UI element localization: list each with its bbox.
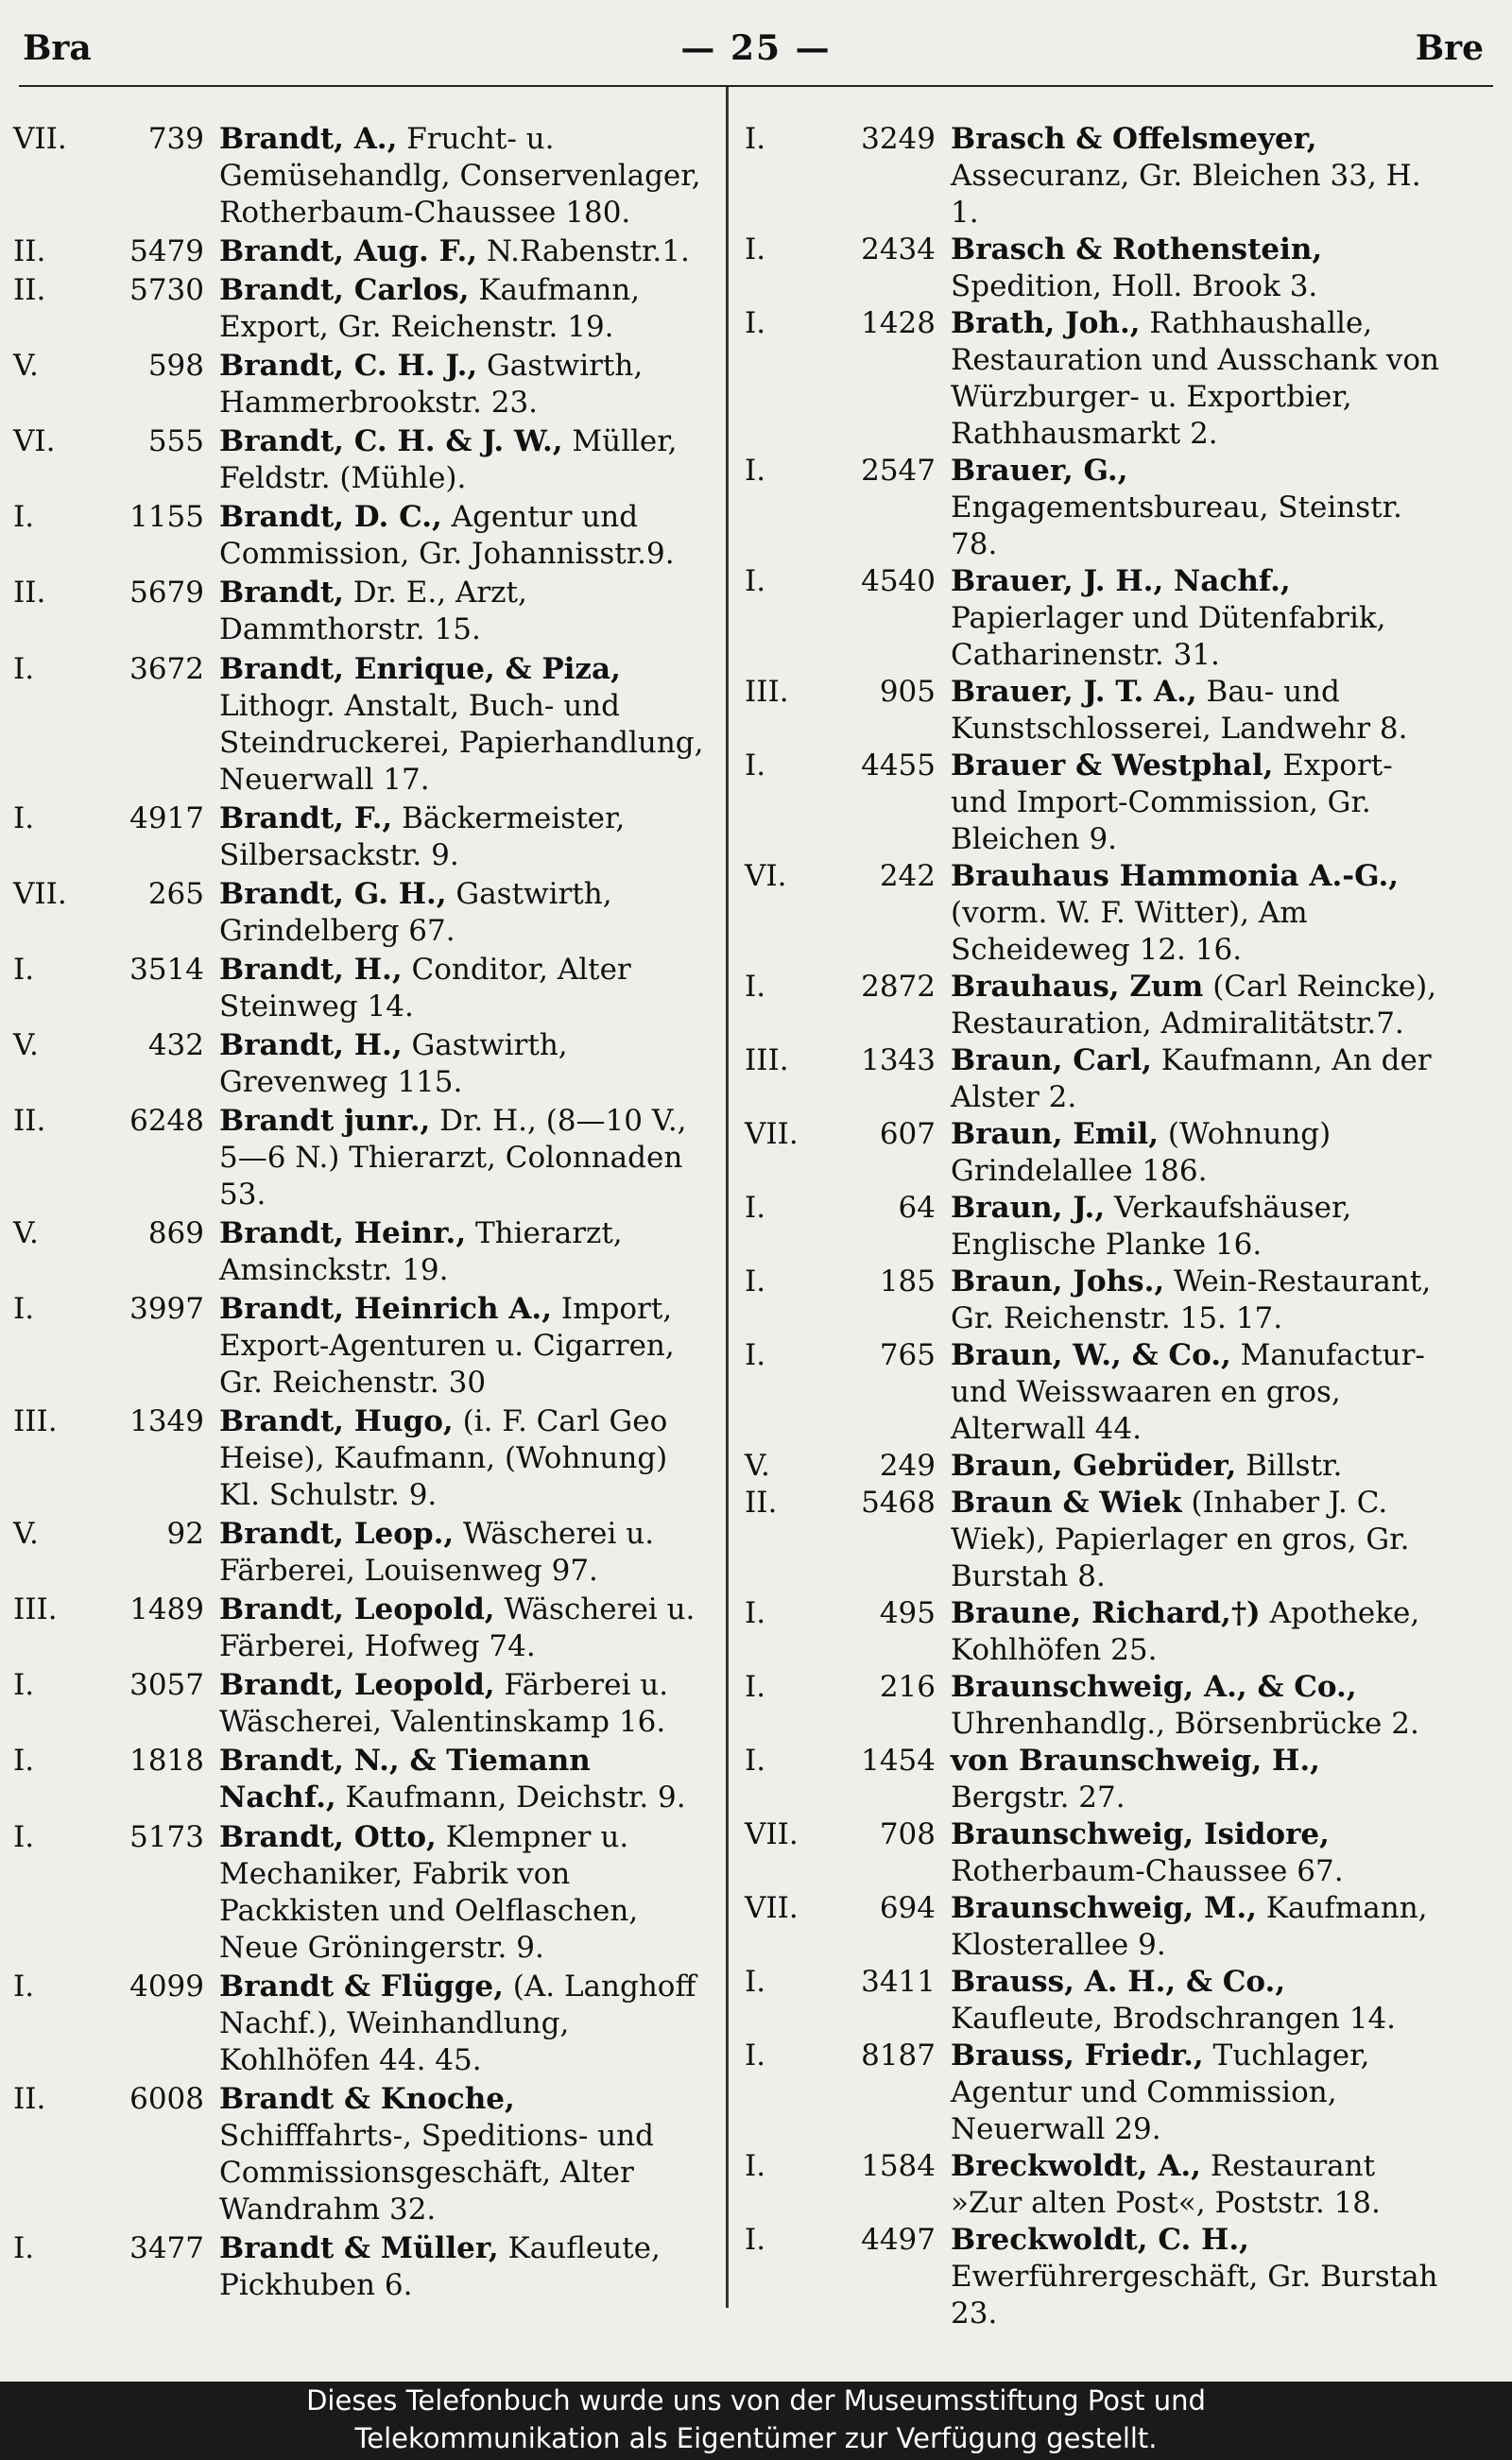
entry-district: I. [13, 1744, 35, 1779]
directory-entry [13, 1215, 713, 1289]
entry-details: Lithogr. Anstalt, Buch- und Steindruckerei, Papierhandlung, Neuerwall 17. [219, 688, 704, 797]
directory-entry [745, 305, 1444, 453]
entry-details: Klempner u. Mechaniker, Fabrik von Packkisten und Oelflaschen, Neue Gröningerstr. 9. [219, 1819, 639, 1965]
entry-name: Brandt, G. H., [219, 876, 447, 911]
entry-details: Export- und Import-Commission, Gr. Bleichen 9. [951, 748, 1393, 856]
entry-phone-number: 242 [879, 859, 936, 893]
directory-entry [745, 121, 1444, 232]
entry-phone-number: 92 [166, 1517, 204, 1552]
entry-phone-number: 8187 [861, 2039, 936, 2073]
entry-name: von Braunschweig, H., [951, 1744, 1320, 1778]
entry-district: I. [745, 2223, 766, 2257]
entry-phone-number: 739 [147, 122, 204, 156]
entry-phone-number: 4455 [861, 748, 936, 783]
entry-district: II. [13, 234, 46, 269]
directory-entry [13, 1403, 713, 1514]
entry-details: Wäscherei u. Färberei, Louisenweg 97. [219, 1517, 655, 1589]
entry-details: Billstr. [1236, 1449, 1343, 1483]
entry-details: Restaurant »Zur alten Post«, Poststr. 18. [951, 2149, 1381, 2220]
directory-entry [745, 1190, 1444, 1264]
entry-district: I. [745, 122, 766, 156]
directory-entry [745, 2148, 1444, 2222]
entry-phone-number: 1155 [129, 500, 204, 535]
entry-district: I. [745, 232, 766, 267]
entry-district: V. [745, 1449, 770, 1483]
header-left-keyword: Bra [23, 28, 92, 68]
directory-entry [745, 1337, 1444, 1448]
entry-district: III. [745, 675, 789, 709]
entry-phone-number: 495 [879, 1596, 936, 1630]
entry-details: Kaufmann, Export, Gr. Reichenstr. 19. [219, 273, 641, 345]
entry-name: Brandt, C. H. J., [219, 349, 478, 384]
entry-phone-number: 555 [147, 424, 204, 459]
entry-district: VII. [745, 1817, 799, 1851]
entry-name: Brauss, Friedr., [951, 2039, 1204, 2073]
directory-entry [13, 1291, 713, 1402]
directory-entry [13, 1667, 713, 1741]
entry-district: I. [13, 800, 35, 835]
entry-name: Brandt, [219, 576, 344, 611]
entry-district: I. [745, 1670, 766, 1704]
directory-entry [13, 651, 713, 799]
entry-phone-number: 1343 [861, 1043, 936, 1077]
entry-phone-number: 4540 [861, 564, 936, 598]
entry-phone-number: 5173 [129, 1819, 204, 1854]
directory-entry [13, 1969, 713, 2079]
entry-details: Thierarzt, Amsinckstr. 19. [219, 1216, 623, 1288]
directory-entry [745, 1669, 1444, 1743]
entry-name: Braun, Gebrüder, [951, 1449, 1237, 1483]
entry-district: VI. [745, 859, 787, 893]
entry-name: Brandt & Müller, [219, 2230, 499, 2265]
entry-details: Verkaufshäuser, Englische Planke 16. [951, 1191, 1352, 1262]
entry-details: (vorm. W. F. Witter), Am Scheideweg 12. 16. [951, 896, 1308, 967]
entry-name: Brauer & Westphal, [951, 748, 1274, 783]
entry-name: Brandt, Heinrich A., [219, 1292, 553, 1327]
entry-phone-number: 216 [879, 1670, 936, 1704]
entry-district: VII. [13, 876, 67, 911]
entry-phone-number: 185 [879, 1264, 936, 1299]
entry-district: V. [13, 1216, 39, 1251]
entry-district: I. [745, 306, 766, 340]
entry-name: Breckwoldt, C. H., [951, 2223, 1249, 2257]
directory-entry [13, 1591, 713, 1665]
entry-details: Schifffahrts-, Speditions- und Commissionsgeschäft, Alter Wandrahm 32. [219, 2118, 654, 2227]
entry-phone-number: 607 [879, 1117, 936, 1151]
entry-name: Brandt, A., [219, 122, 398, 156]
entry-district: I. [745, 1264, 766, 1299]
entry-name: Brath, Joh., [951, 306, 1141, 340]
entry-phone-number: 598 [147, 349, 204, 384]
entry-details: (Inhaber J. C. Wiek), Papierlager en gros, Gr. Burstah 8. [951, 1486, 1410, 1593]
entry-district: I. [745, 748, 766, 783]
entry-phone-number: 64 [898, 1191, 936, 1225]
page-header [0, 28, 1512, 76]
entry-district: III. [13, 1404, 58, 1439]
directory-entry [745, 453, 1444, 563]
entry-phone-number: 3514 [129, 952, 204, 987]
entry-name: Brandt & Knoche, [219, 2081, 515, 2116]
directory-entry [13, 800, 713, 874]
directory-entry [13, 272, 713, 346]
directory-entry [745, 2038, 1444, 2148]
entry-district: II. [13, 273, 46, 308]
entry-district: I. [13, 952, 35, 987]
entry-name: Brasch & Rothenstein, [951, 232, 1323, 267]
entry-name: Brandt, Leopold, [219, 1592, 495, 1627]
entry-name: Braun, Johs., [951, 1264, 1165, 1299]
entry-details: Kaufmann, An der Alster 2. [951, 1043, 1432, 1114]
entry-details: Bau- und Kunstschlosserei, Landwehr 8. [951, 675, 1408, 746]
entry-phone-number: 6008 [129, 2081, 204, 2116]
entry-name: Brandt, H., [219, 952, 403, 987]
entry-name: Brandt, F., [219, 800, 393, 835]
entry-details: Wäscherei u. Färberei, Hofweg 74. [219, 1592, 696, 1664]
directory-entry [13, 423, 713, 497]
footer-line-1: Dieses Telefonbuch wurde uns von der Museumsstiftung Post und [306, 2384, 1206, 2417]
entry-phone-number: 4099 [129, 1969, 204, 2004]
entry-name: Brandt, Enrique, & Piza, [219, 651, 621, 686]
entry-details: (A. Langhoff Nachf.), Weinhandlung, Kohlhöfen 44. 45. [219, 1969, 696, 2077]
entry-district: I. [13, 1969, 35, 2004]
entry-district: I. [13, 1668, 35, 1703]
entry-name: Brandt junr., [219, 1103, 431, 1138]
entry-district: III. [745, 1043, 789, 1077]
directory-entry [13, 952, 713, 1025]
directory-entry [13, 1743, 713, 1816]
entry-details: Spedition, Holl. Brook 3. [951, 269, 1318, 303]
entry-details: (i. F. Carl Geo Heise), Kaufmann, (Wohnung) Kl. Schulstr. 9. [219, 1404, 668, 1513]
entry-name: Brandt, D. C., [219, 500, 442, 535]
entry-district: I. [745, 1191, 766, 1225]
directory-entry [13, 121, 713, 232]
entry-details: Rotherbaum-Chaussee 67. [951, 1854, 1344, 1888]
entry-phone-number: 2434 [861, 232, 936, 267]
entry-phone-number: 5468 [861, 1486, 936, 1520]
entry-name: Braun, W., & Co., [951, 1338, 1231, 1372]
entry-name: Brandt, Hugo, [219, 1404, 454, 1439]
directory-entry [745, 858, 1444, 969]
entry-name: Brauer, G., [951, 454, 1128, 488]
entry-phone-number: 3672 [129, 651, 204, 686]
directory-entry [745, 1595, 1444, 1669]
directory-entry [745, 2222, 1444, 2332]
entry-name: Brandt, Leop., [219, 1517, 455, 1552]
entry-phone-number: 3057 [129, 1668, 204, 1703]
directory-entry [745, 1816, 1444, 1890]
entry-details: Kaufmann, Klosterallee 9. [951, 1891, 1428, 1962]
entry-district: I. [745, 454, 766, 488]
entry-details: Agentur und Commission, Gr. Johannisstr.9. [219, 500, 675, 572]
entry-details: Uhrenhandlg., Börsenbrücke 2. [951, 1707, 1419, 1741]
entry-details: Manufactur- und Weisswaaren en gros, Alterwall 44. [951, 1338, 1425, 1446]
right-column [745, 121, 1444, 2332]
entry-phone-number: 432 [147, 1027, 204, 1062]
entry-name: Breckwoldt, A., [951, 2149, 1201, 2183]
entry-details: Färberei u. Wäscherei, Valentinskamp 16. [219, 1668, 669, 1740]
entry-district: I. [745, 1596, 766, 1630]
entry-details: Bäckermeister, Silbersackstr. 9. [219, 800, 626, 872]
entry-name: Braunschweig, A., & Co., [951, 1670, 1357, 1704]
entry-details: Müller, Feldstr. (Mühle). [219, 424, 678, 496]
entry-name: Brauer, J. T. A., [951, 675, 1197, 709]
entry-name: Braun, J., [951, 1191, 1106, 1225]
entry-name: Brandt & Flügge, [219, 1969, 504, 2004]
entry-phone-number: 1584 [861, 2149, 936, 2183]
entry-phone-number: 1349 [129, 1404, 204, 1439]
entry-name: Brandt, Otto, [219, 1819, 437, 1854]
entry-district: I. [745, 2149, 766, 2183]
page-number: — 25 — [680, 28, 832, 68]
directory-entry [745, 1448, 1444, 1485]
entry-details: Dr. E., Arzt, Dammthorstr. 15. [219, 576, 527, 647]
directory-entry [13, 1103, 713, 1213]
directory-entry [13, 233, 713, 270]
entry-district: V. [13, 1027, 39, 1062]
entry-details: Engagementsbureau, Steinstr. 78. [951, 490, 1402, 561]
entry-phone-number: 1454 [861, 1744, 936, 1778]
entry-name: Braune, Richard,†) [951, 1596, 1261, 1630]
entry-details: (Carl Reincke), Restauration, Admiralitätstr.7. [951, 970, 1437, 1041]
entry-details: Conditor, Alter Steinweg 14. [219, 952, 631, 1024]
entry-district: V. [13, 1517, 39, 1552]
directory-entry [745, 1264, 1444, 1337]
entry-phone-number: 1818 [129, 1744, 204, 1779]
entry-details: Tuchlager, Agentur und Commission, Neuerwall 29. [951, 2039, 1370, 2146]
entry-name: Brauhaus, Zum [951, 970, 1204, 1004]
entry-details: Bergstr. 27. [951, 1780, 1125, 1815]
entry-district: I. [745, 564, 766, 598]
entry-phone-number: 905 [879, 675, 936, 709]
directory-entry [13, 876, 713, 950]
entry-details: Import, Export-Agenturen u. Cigarren, Gr. Reichenstr. 30 [219, 1292, 675, 1401]
entry-details: N.Rabenstr.1. [477, 234, 690, 269]
entry-district: VII. [745, 1891, 799, 1925]
directory-entry [13, 1819, 713, 1967]
entry-details: Wein-Restaurant, Gr. Reichenstr. 15. 17. [951, 1264, 1432, 1335]
entry-phone-number: 708 [879, 1817, 936, 1851]
entry-details: Assecuranz, Gr. Bleichen 33, H. 1. [951, 159, 1421, 230]
entry-details: Gastwirth, Grindelberg 67. [219, 876, 612, 948]
entry-name: Brandt, C. H. & J. W., [219, 424, 563, 459]
entry-phone-number: 5730 [129, 273, 204, 308]
column-divider [726, 87, 729, 2308]
entry-name: Braun & Wiek [951, 1486, 1182, 1520]
entry-name: Brauss, A. H., & Co., [951, 1965, 1286, 1999]
entry-name: Brandt, Carlos, [219, 273, 470, 308]
entry-phone-number: 5479 [129, 234, 204, 269]
directory-entry [745, 1042, 1444, 1116]
directory-entry [745, 674, 1444, 748]
directory-entry [745, 1485, 1444, 1595]
entry-phone-number: 5679 [129, 576, 204, 611]
directory-entry [745, 1743, 1444, 1816]
entry-name: Braun, Emil, [951, 1117, 1160, 1151]
entry-name: Braun, Carl, [951, 1043, 1152, 1077]
entry-name: Brasch & Offelsmeyer, [951, 122, 1317, 156]
entry-phone-number: 4497 [861, 2223, 936, 2257]
footer-notice [0, 2382, 1512, 2460]
entry-phone-number: 3997 [129, 1292, 204, 1327]
entry-district: II. [13, 2081, 46, 2116]
entry-name: Brandt, N., & Tiemann Nachf., [219, 1744, 591, 1815]
entry-name: Brauhaus Hammonia A.-G., [951, 859, 1400, 893]
entry-district: I. [745, 1744, 766, 1778]
directory-entry [13, 575, 713, 648]
entry-district: I. [745, 2039, 766, 2073]
directory-entry [745, 1116, 1444, 1190]
entry-district: VII. [13, 122, 67, 156]
entry-phone-number: 4917 [129, 800, 204, 835]
entry-district: I. [13, 2230, 35, 2265]
entry-phone-number: 6248 [129, 1103, 204, 1138]
entry-district: I. [745, 1965, 766, 1999]
entry-district: III. [13, 1592, 58, 1627]
entry-details: Papierlager und Dütenfabrik, Catharinenstr. 31. [951, 601, 1386, 672]
entry-phone-number: 249 [879, 1449, 936, 1483]
entry-name: Brandt, Heinr., [219, 1216, 467, 1251]
entry-details: (Wohnung) Grindelallee 186. [951, 1117, 1332, 1188]
entry-district: I. [13, 651, 35, 686]
entry-district: II. [745, 1486, 778, 1520]
entry-district: I. [745, 970, 766, 1004]
entry-details: Rathhaushalle, Restauration und Ausschank von Würzburger- u. Exportbier, Rathhausmarkt 2. [951, 306, 1440, 451]
entry-details: Frucht- u. Gemüsehandlg, Conservenlager, Rotherbaum-Chaussee 180. [219, 122, 701, 230]
directory-entry [13, 1027, 713, 1101]
entry-district: II. [13, 576, 46, 611]
directory-entry [745, 1964, 1444, 2038]
entry-phone-number: 765 [879, 1338, 936, 1372]
entry-phone-number: 694 [879, 1891, 936, 1925]
entry-phone-number: 869 [147, 1216, 204, 1251]
directory-entry [13, 2081, 713, 2228]
entry-phone-number: 3477 [129, 2230, 204, 2265]
entry-name: Braunschweig, M., [951, 1891, 1257, 1925]
entry-details: Kaufmann, Deichstr. 9. [335, 1780, 686, 1815]
entry-district: II. [13, 1103, 46, 1138]
entry-name: Brandt, Leopold, [219, 1668, 495, 1703]
directory-entry [13, 499, 713, 573]
entry-name: Brauer, J. H., Nachf., [951, 564, 1291, 598]
entry-phone-number: 3249 [861, 122, 936, 156]
entry-district: VII. [745, 1117, 799, 1151]
entry-name: Brandt, H., [219, 1027, 403, 1062]
entry-details: Gastwirth, Grevenweg 115. [219, 1027, 568, 1099]
directory-entry [745, 232, 1444, 305]
entry-phone-number: 2547 [861, 454, 936, 488]
entry-details: Apotheke, Kohlhöfen 25. [951, 1596, 1420, 1667]
entry-district: I. [13, 1819, 35, 1854]
footer-line-2: Telekommunikation als Eigentümer zur Verfügung gestellt. [354, 2422, 1158, 2454]
header-right-keyword: Bre [1415, 28, 1484, 68]
directory-entry [745, 563, 1444, 674]
entry-details: Kaufleute, Brodschrangen 14. [951, 2002, 1397, 2036]
entry-district: VI. [13, 424, 56, 459]
entry-district: I. [745, 1338, 766, 1372]
entry-district: I. [13, 1292, 35, 1327]
entry-details: Ewerführergeschäft, Gr. Burstah 23. [951, 2260, 1438, 2331]
entry-phone-number: 1428 [861, 306, 936, 340]
entry-phone-number: 1489 [129, 1592, 204, 1627]
entry-name: Braunschweig, Isidore, [951, 1817, 1330, 1851]
left-column [13, 121, 713, 2304]
directory-entry [745, 969, 1444, 1042]
entry-phone-number: 3411 [861, 1965, 936, 1999]
entry-details: Kaufleute, Pickhuben 6. [219, 2230, 661, 2302]
directory-entry [13, 348, 713, 421]
entry-district: I. [13, 500, 35, 535]
directory-entry [13, 1516, 713, 1590]
entry-details: Gastwirth, Hammerbrookstr. 23. [219, 349, 644, 421]
header-rule [19, 85, 1493, 87]
entry-name: Brandt, Aug. F., [219, 234, 478, 269]
entry-phone-number: 2872 [861, 970, 936, 1004]
entry-phone-number: 265 [147, 876, 204, 911]
directory-entry [745, 748, 1444, 858]
entry-district: V. [13, 349, 39, 384]
directory-entry [13, 2230, 713, 2304]
directory-entry [745, 1890, 1444, 1964]
entry-details: Dr. H., (8—10 V., 5—6 N.) Thierarzt, Colonnaden 53. [219, 1103, 687, 1212]
